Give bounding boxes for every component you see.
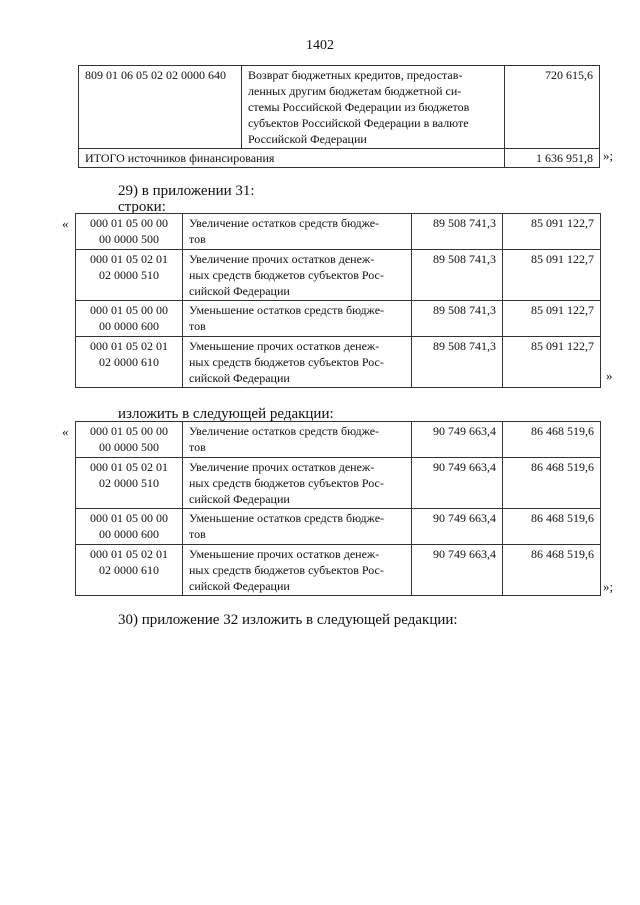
code-cell: 000 01 05 02 01 02 0000 510 [76,250,183,301]
table-row [76,509,601,545]
description-cell: Уменьшение прочих остатков денеж- ных средств бюджетов субъектов Рос- сийской Федерации [183,337,412,388]
section-29-subheading: строки: [118,199,166,215]
page-number: 1402 [306,38,334,53]
value-cell-1: 89 508 741,3 [412,214,503,250]
closing-quote-mark: » [606,368,613,383]
description-cell: Уменьшение остатков средств бюдже- тов [183,509,412,545]
description-cell: Увеличение прочих остатков денеж- ных средств бюджетов субъектов Рос- сийской Федерации [183,458,412,509]
table-row [76,214,601,250]
total-label: ИТОГО источников финансирования [79,149,505,168]
table-row [76,422,601,458]
opening-quote-mark: « [62,424,69,439]
description-cell: Увеличение остатков средств бюдже- тов [183,422,412,458]
table-row [79,66,600,149]
value-cell-2: 86 468 519,6 [503,509,601,545]
table-row [76,458,601,509]
top-sources-table [78,65,600,168]
restate-heading: изложить в следующей редакции: [118,406,334,422]
value-cell-2: 86 468 519,6 [503,458,601,509]
amount-cell: 720 615,6 [505,66,600,149]
value-cell-2: 85 091 122,7 [503,214,601,250]
code-cell: 000 01 05 00 00 00 0000 600 [76,509,183,545]
table-row [76,250,601,301]
table-row [76,337,601,388]
value-cell-1: 89 508 741,3 [412,250,503,301]
value-cell-2: 86 468 519,6 [503,545,601,596]
table-row [76,545,601,596]
code-cell: 000 01 05 00 00 00 0000 500 [76,422,183,458]
value-cell-1: 90 749 663,4 [412,509,503,545]
code-cell: 000 01 05 02 01 02 0000 610 [76,337,183,388]
description-cell: Уменьшение остатков средств бюдже- тов [183,301,412,337]
description-cell: Уменьшение прочих остатков денеж- ных средств бюджетов субъектов Рос- сийской Федерации [183,545,412,596]
description-cell: Возврат бюджетных кредитов, предостав- ленных другим бюджетам бюджетной си- стемы Российской Федерации из бюджетов субъектов Российской Федерации в валюте Российской Федерации [242,66,505,149]
value-cell-2: 85 091 122,7 [503,250,601,301]
code-cell: 000 01 05 00 00 00 0000 500 [76,214,183,250]
new-lines-table [75,421,601,596]
description-cell: Увеличение прочих остатков денеж- ных средств бюджетов субъектов Рос- сийской Федерации [183,250,412,301]
code-cell: 000 01 05 02 01 02 0000 610 [76,545,183,596]
opening-quote-mark: « [62,216,69,231]
code-cell: 000 01 05 02 01 02 0000 510 [76,458,183,509]
value-cell-1: 89 508 741,3 [412,337,503,388]
table-row [76,301,601,337]
budget-code-cell: 809 01 06 05 02 02 0000 640 [79,66,242,149]
value-cell-2: 86 468 519,6 [503,422,601,458]
total-row [79,149,600,168]
description-cell: Увеличение остатков средств бюдже- тов [183,214,412,250]
value-cell-1: 90 749 663,4 [412,545,503,596]
section-30-heading: 30) приложение 32 изложить в следующей редакции: [118,612,458,628]
code-cell: 000 01 05 00 00 00 0000 600 [76,301,183,337]
closing-quote-mark: »; [603,579,614,594]
value-cell-1: 90 749 663,4 [412,458,503,509]
closing-quote-mark: »; [603,148,614,163]
value-cell-1: 89 508 741,3 [412,301,503,337]
value-cell-2: 85 091 122,7 [503,301,601,337]
section-29-heading: 29) в приложении 31: [118,183,255,199]
old-lines-table [75,213,601,388]
value-cell-1: 90 749 663,4 [412,422,503,458]
value-cell-2: 85 091 122,7 [503,337,601,388]
total-amount: 1 636 951,8 [505,149,600,168]
